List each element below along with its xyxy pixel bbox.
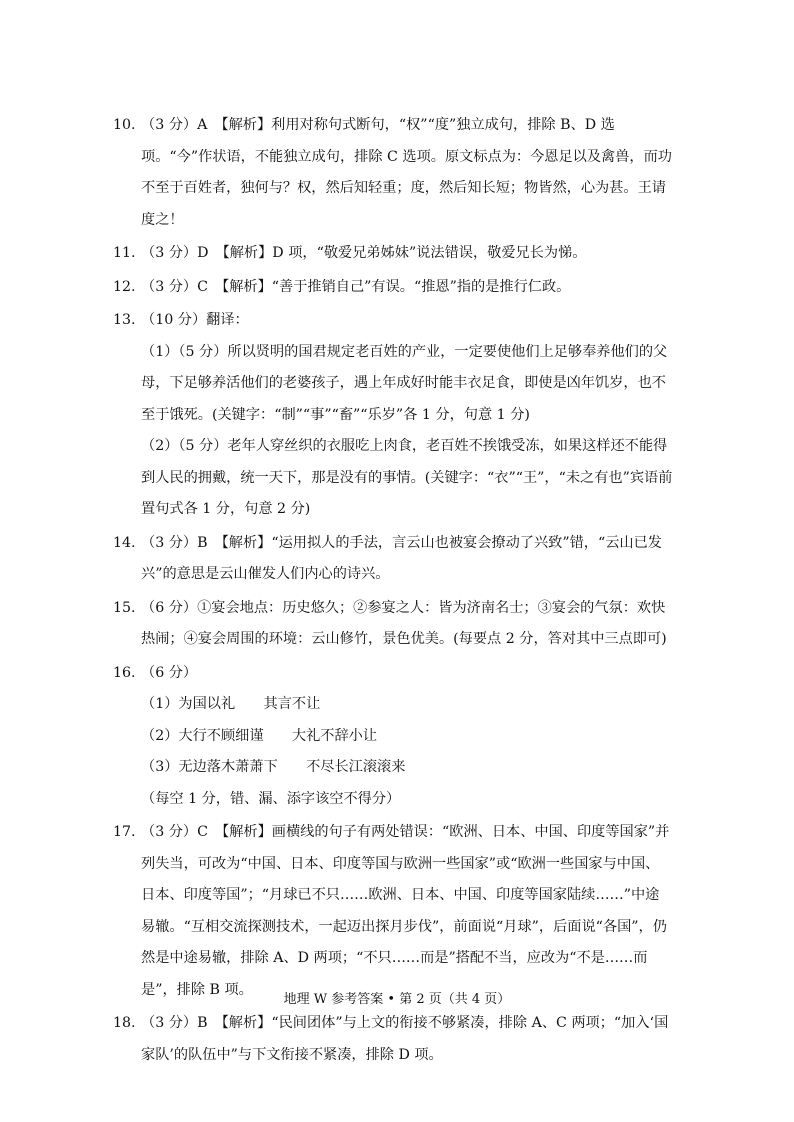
item-text: （6 分）: [141, 664, 198, 681]
sub-answer-3: （3）无边落木萧萧下 不尽长江滚滚来: [141, 759, 406, 775]
item-text: （3 分）A 【解析】利用对称句式断句，“权”“度”独立成句，排除 B、D 选项。“今”作状语，不能独立成句，排除 C 选项。原文标点为：今恩足以及禽兽，而功不至于百姓者，独何与？权，然后知轻重；度，然后知长短；物皆然，心为甚。王请度之！: [141, 117, 672, 228]
sub-answer-1: （1）为国以礼 其言不让: [141, 696, 321, 712]
item-number: 10.: [113, 117, 136, 133]
answer-list: [113, 110, 673, 1071]
item-number: 18.: [113, 1015, 136, 1031]
item-text: （3 分）C 【解析】画横线的句子有两处错误：“欧洲、日本、中国、印度等国家”并列失当，可改为“中国、日本、印度等国与欧洲一些国家”或“欧洲一些国家与中国、日本、印度等国”；“月球已不只……欧洲、日本、中国、印度等国家陆续……”中途易辙。“互相交流探测技术，一起迈出探月步伐”，前面说“月球”，后面说“各国”，仍然是中途易辙，排除 A、D 两项；“不只……而是”搭配不当，应改为“不是……而是”，排除 B 项。: [141, 824, 670, 998]
item-text: （3 分）D 【解析】D 项，“敬爱兄弟姊妹”说法错误，敬爱兄长为悌。: [141, 245, 587, 261]
item-text: （3 分）C 【解析】“善于推销自己”有误。“推恩”指的是推行仁政。: [141, 278, 571, 295]
answer-item-16: [113, 658, 673, 816]
answer-item-14: [113, 528, 673, 591]
item-number: 13.: [113, 312, 136, 328]
page-footer: 地理 W 参考答案 • 第 2 页（共 4 页）: [283, 992, 511, 1007]
answer-item-15: [113, 593, 673, 656]
answer-item-12: [113, 272, 673, 304]
scoring-note: （每空 1 分，错、漏、添字该空不得分）: [141, 790, 401, 807]
item-number: 16.: [113, 664, 136, 681]
item-number: 15.: [113, 599, 136, 616]
answer-item-17: [113, 817, 673, 1006]
answer-item-13: [113, 305, 673, 526]
sub-answer-2: （2）大行不顾细谨 大礼不辞小让: [141, 727, 378, 744]
answer-item-18: [113, 1008, 673, 1071]
answer-item-11: [113, 238, 673, 270]
item-number: 17.: [113, 824, 136, 840]
item-number: 12.: [113, 278, 136, 295]
item-number: 11.: [113, 245, 136, 261]
item-text: （10 分）翻译：: [141, 312, 249, 328]
item-text: （3 分）B 【解析】“运用拟人的手法，言云山也被宴会撩动了兴致”错，“云山已发兴”的意思是云山催发人们内心的诗兴。: [141, 534, 662, 582]
item-text: （3 分）B 【解析】“民间团体”与上文的衔接不够紧凑，排除 A、C 两项；“加入‘国家队’的队伍中”与下文衔接不紧凑，排除 D 项。: [141, 1015, 669, 1063]
item-text: （6 分）①宴会地点：历史悠久；②参宴之人：皆为济南名士；③宴会的气氛：欢快热闹；④宴会周围的环境：云山修竹，景色优美。(每要点 2 分，答对其中三点即可): [141, 599, 667, 647]
answer-item-10: [113, 110, 673, 236]
sub-answer-2: （2）（5 分）老年人穿丝织的衣服吃上肉食，老百姓不挨饿受冻，如果这样还不能得到人民的拥戴，统一天下，那是没有的事情。(关键字：“衣”“王”，“未之有也”宾语前置句式各 1 分，句意 2 分): [141, 438, 673, 517]
sub-answer-1: （1）（5 分）所以贤明的国君规定老百姓的产业，一定要使他们上足够奉养他们的父母，下足够养活他们的老婆孩子，遇上年成好时能丰衣足食，即使是凶年饥岁，也不至于饿死。(关键字：“制”“事”“畜”“乐岁”各 1 分，句意 1 分): [141, 343, 668, 423]
item-number: 14.: [113, 534, 136, 551]
